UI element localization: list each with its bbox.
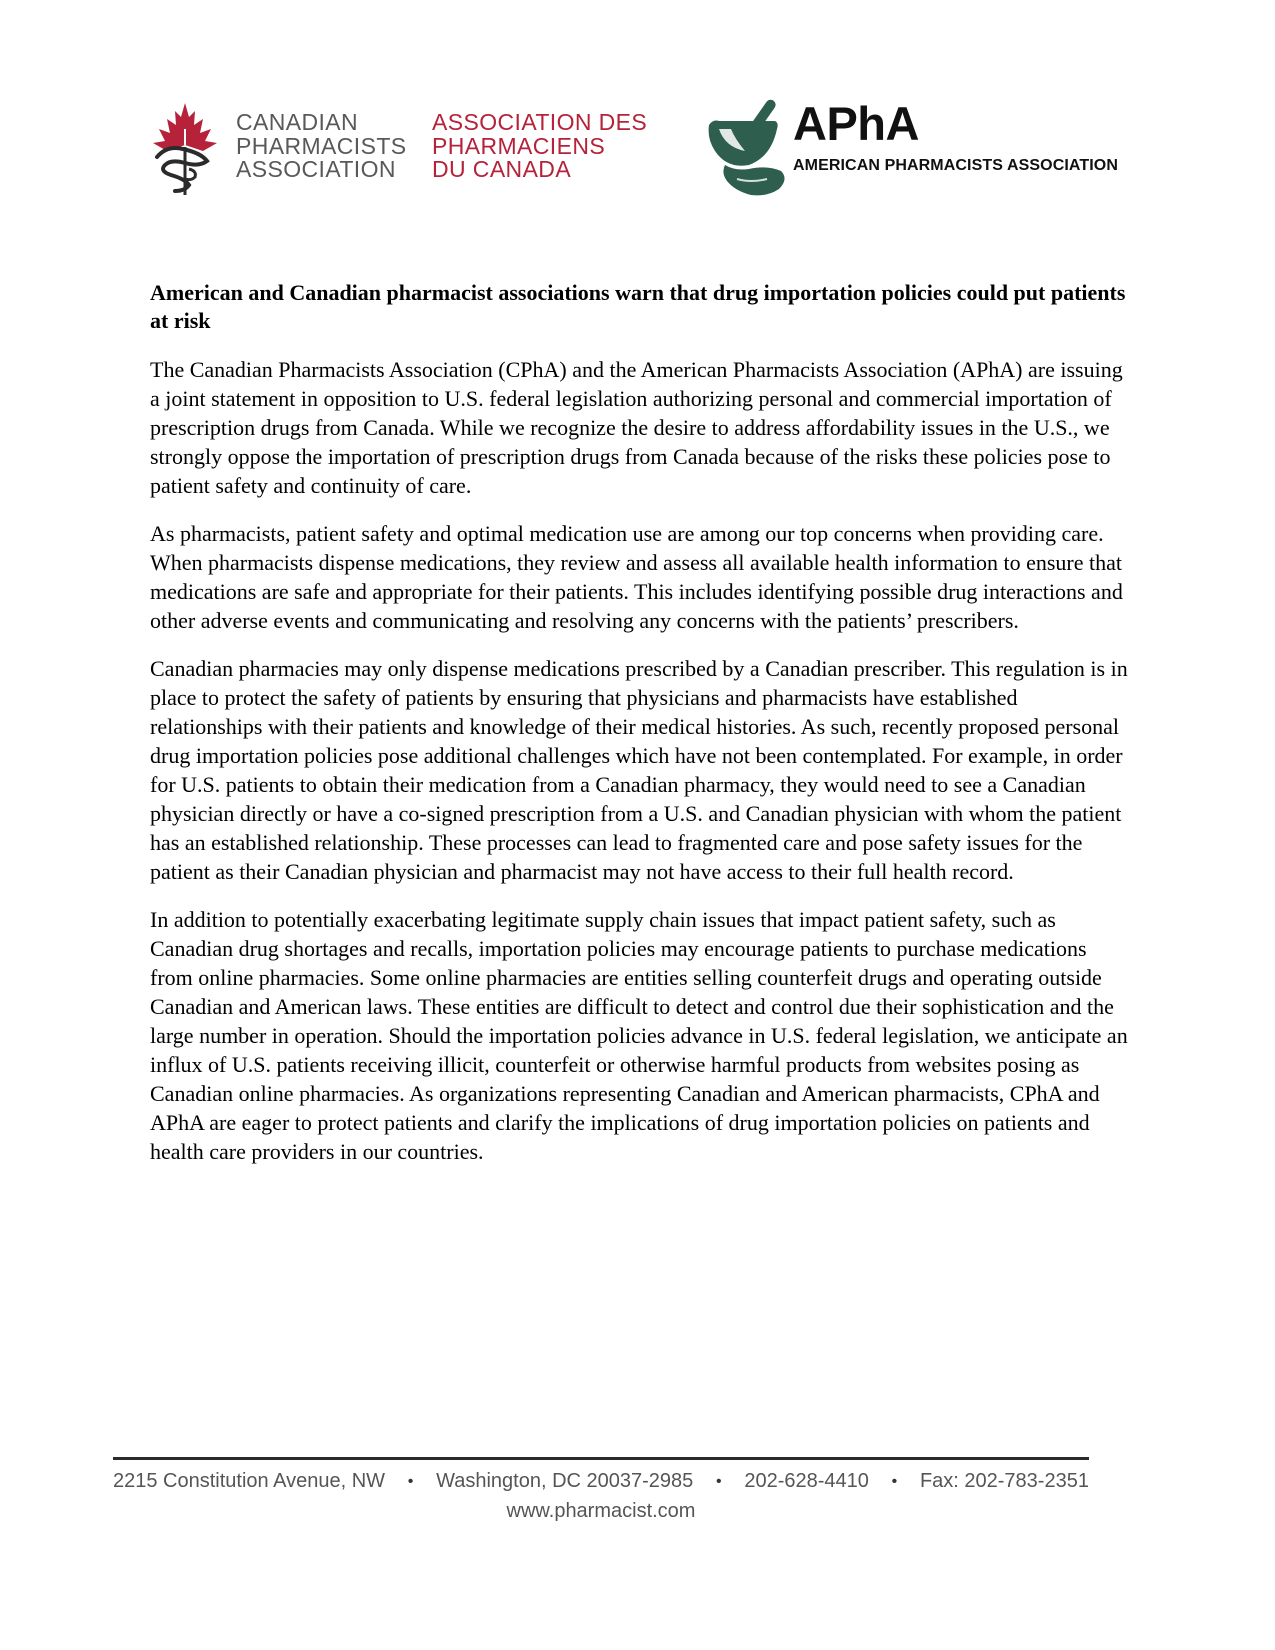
- paragraph: In addition to potentially exacerbating legitimate supply chain issues that impact patient safety, such as Canadian drug shortages and recalls, importation policies may encourage patients to purchase medications from online pharmacies. Some online pharmacies are entities selling counterfeit drugs and operating outside Canadian and American laws. These entities are difficult to detect and control due their sophistication and the large number in operation. Should the importation policies advance in U.S. federal legislation, we anticipate an influx of U.S. patients receiving illicit, counterfeit or otherwise harmful products from websites posing as Canadian online pharmacies. As organizations representing Canadian and American pharmacists, CPhA and APhA are eager to protect patients and clarify the implications of drug importation policies on patients and health care providers in our countries.: [150, 907, 1128, 1164]
- cpha-french-name: [432, 111, 647, 182]
- statement-headline: American and Canadian pharmacist associations warn that drug importation policies could put patients at risk: [150, 280, 1126, 333]
- paragraph: As pharmacists, patient safety and optimal medication use are among our top concerns when providing care. When pharmacists dispense medications, they review and assess all available health information to ensure that medications are safe and appropriate for their patients. This includes identifying possible drug interactions and other adverse events and communicating and resolving any concerns with the patients’ prescribers.: [150, 521, 1123, 633]
- cpha-french-line: PHARMACIENS: [432, 132, 606, 159]
- footer-address: 2215 Constitution Avenue, NW: [113, 1470, 386, 1492]
- footer-city: Washington, DC 20037-2985: [436, 1470, 694, 1492]
- footer-website-link[interactable]: www.pharmacist.com: [506, 1500, 696, 1522]
- apha-full-name: AMERICAN PHARMACISTS ASSOCIATION: [793, 157, 1118, 174]
- cpha-english-line: PHARMACISTS: [236, 132, 407, 159]
- footer-phone: 202-628-4410: [744, 1470, 869, 1492]
- paragraph: The Canadian Pharmacists Association (CPhA) and the American Pharmacists Association (APhA) are issuing a joint statement in opposition to U.S. federal legislation authorizing personal and commercial importation of prescription drugs from Canada. While we recognize the desire to address affordability issues in the U.S., we strongly oppose the importation of prescription drugs from Canada because of the risks these policies pose to patient safety and continuity of care.: [150, 357, 1123, 498]
- apha-wordmark: APhA: [793, 97, 919, 150]
- footer-contact-line: [113, 1470, 1089, 1494]
- letterhead: [145, 95, 1155, 205]
- paragraph: Canadian pharmacies may only dispense medications prescribed by a Canadian prescriber. This regulation is in place to protect the safety of patients by ensuring that physicians and pharmacists have established relationships with their patients and knowledge of their medical histories. As such, recently proposed personal drug importation policies pose additional challenges which have not been contemplated. For example, in order for U.S. patients to obtain their medication from a Canadian pharmacy, they would need to see a Canadian physician directly or have a co-signed prescription from a U.S. and Canadian physician with whom the patient has an established relationship. These processes can lead to fragmented care and pose safety issues for the patient as their Canadian physician and pharmacist may not have access to their full health record.: [150, 656, 1128, 884]
- cpha-english-name: [236, 111, 407, 182]
- cpha-french-line: ASSOCIATION DES: [432, 109, 648, 135]
- cpha-french-line: DU CANADA: [432, 156, 572, 182]
- footer-separator: •: [716, 1473, 722, 1490]
- footer-separator: •: [891, 1473, 898, 1490]
- cpha-english-line: ASSOCIATION: [236, 156, 396, 182]
- footer-separator: •: [407, 1473, 414, 1490]
- statement-body: [150, 279, 1132, 1185]
- footer-divider: [113, 1457, 1089, 1460]
- cpha-maple-leaf-logo: [145, 99, 225, 197]
- footer-fax: Fax: 202-783-2351: [919, 1470, 1089, 1492]
- apha-mortar-pestle-logo: [705, 95, 791, 197]
- cpha-english-line: CANADIAN: [236, 109, 359, 135]
